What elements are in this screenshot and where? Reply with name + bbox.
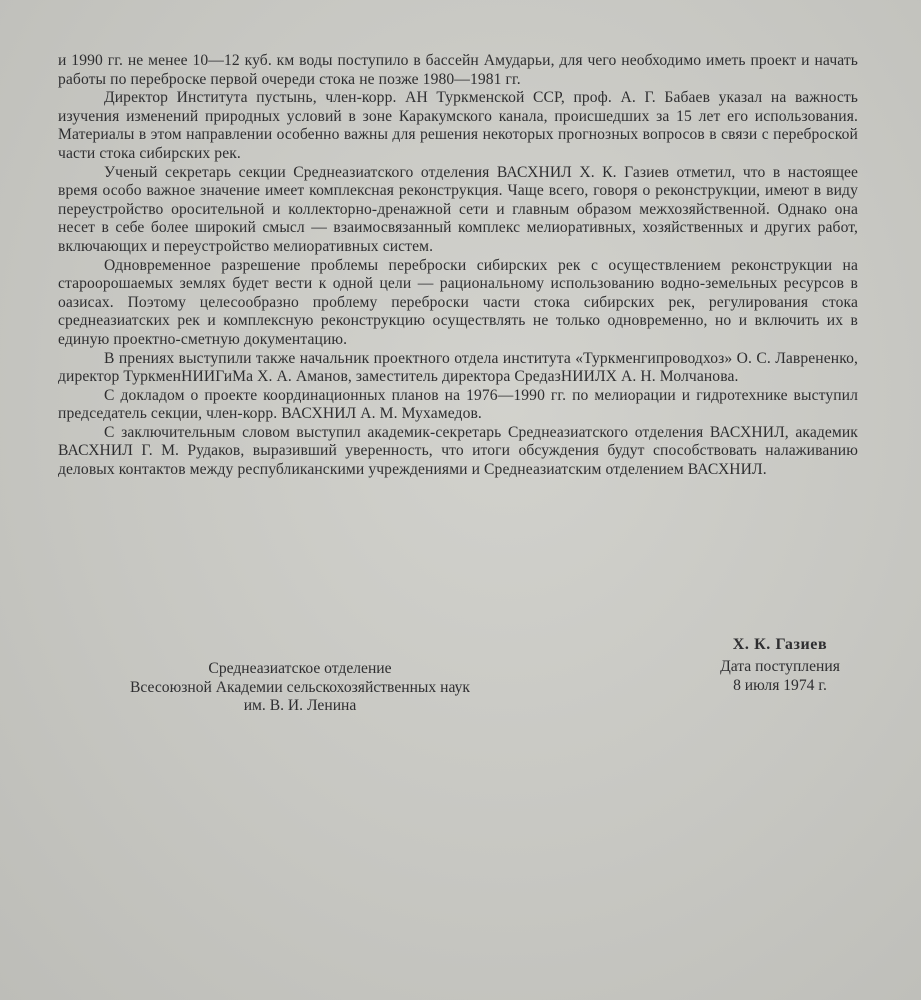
receipt-date-block — [680, 658, 880, 695]
paragraph-7: С заключительным словом выступил академик-секретарь Среднеазиатского отделения ВАСХНИЛ, академик ВАСХНИЛ Г. М. Рудаков, выразивший уверенность, что итоги обсуждения будут способствовать налаживанию деловых контактов между республиканскими учреждениями и Среднеазиатским отделением ВАСХНИЛ. — [58, 423, 858, 479]
paragraph-3: Ученый секретарь секции Среднеазиатского отделения ВАСХНИЛ Х. К. Газиев отметил, что в настоящее время особо важное значение имеет комплексная реконструкция. Чаще всего, говоря о реконструкции, имеют в виду переустройство оросительной и коллекторно-дренажной сети и главным образом межхозяйственной. Однако она несет в себе более широкий смысл — взаимосвязанный комплекс мелиоративных, хозяйственных и других работ, включающих и переустройство мелиоративных систем. — [58, 163, 858, 255]
author-signature: Х. К. Газиев — [732, 636, 828, 653]
organization-line-3: им. В. И. Ленина — [243, 697, 357, 715]
receipt-date: 8 июля 1974 г. — [733, 676, 827, 694]
paragraph-6: С докладом о проекте координационных планов на 1976—1990 гг. по мелиорации и гидротехнике выступил председатель секции, член-корр. ВАСХНИЛ А. М. Мухамедов. — [58, 386, 858, 423]
paragraph-1: и 1990 гг. не менее 10—12 куб. км воды поступило в бассейн Амударьи, для чего необходимо иметь проект и начать работы по переброске первой очереди стока не позже 1980—1981 гг. — [58, 52, 858, 88]
paragraph-2: Директор Института пустынь, член-корр. АН Туркменской ССР, проф. А. Г. Бабаев указал на важность изучения изменений природных условий в зоне Каракумского канала, происшедших за 15 лет его использования. Материалы в этом направлении особенно важны для решения некоторых прогнозных вопросов в связи с переброской части стока сибирских рек. — [58, 89, 858, 162]
organization-line-2: Всесоюзной Академии сельскохозяйственных наук — [130, 678, 470, 696]
paragraph-5: В прениях выступили также начальник проектного отдела института «Туркменгипроводхоз» О. С. Лаврененко, директор ТуркменНИИГиМа Х. А. Аманов, заместитель директора СредазНИИЛХ А. Н. Молчанова. — [58, 349, 858, 386]
article-body — [58, 52, 858, 480]
receipt-label: Дата поступления — [720, 658, 840, 675]
paragraph-4: Одновременное разрешение проблемы переброски сибирских рек с осуществлением реконструкции на староорошаемых землях будет вести к одной цели — рациональному использованию водно-земельных ресурсов в оазисах. Поэтому целесообразно проблему переброски части стока сибирских рек, регулирования стока среднеазиатских рек и комплексную реконструкцию осуществлять не только одновременно, но и включить их в единую проектно-сметную документацию. — [58, 256, 858, 348]
organization-line-1: Среднеазиатское отделение — [208, 660, 392, 677]
organization-block — [40, 660, 560, 716]
